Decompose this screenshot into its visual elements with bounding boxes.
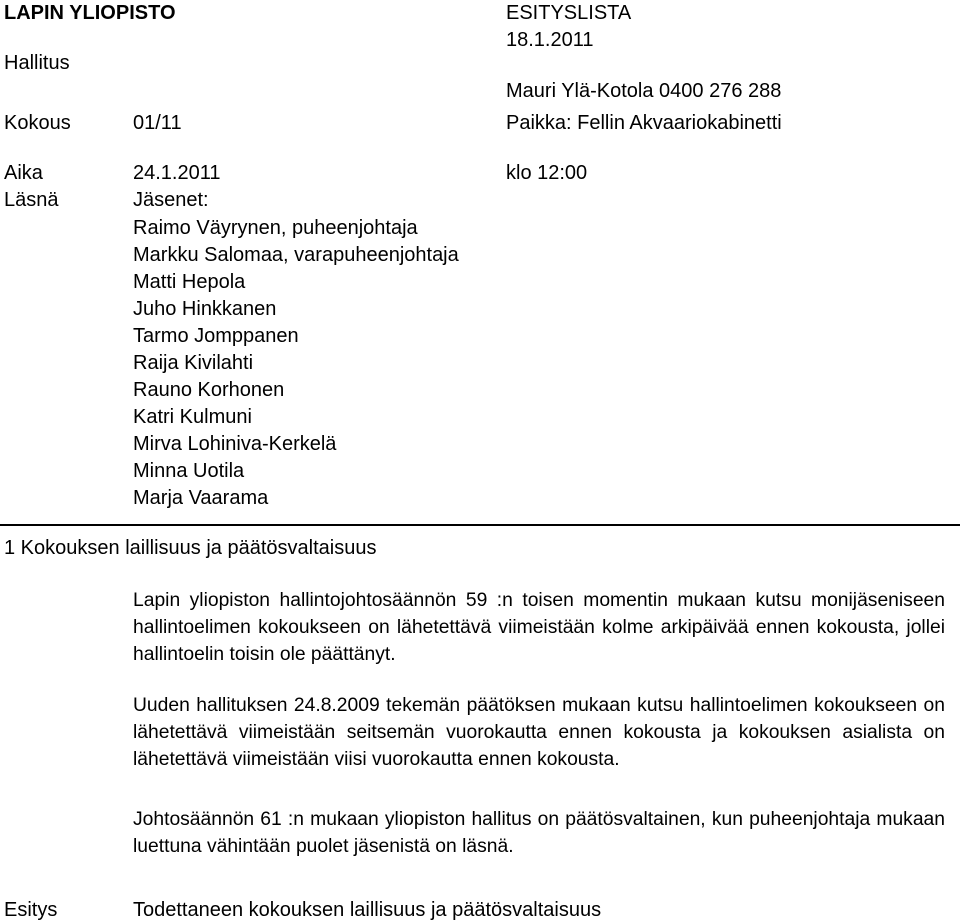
paragraph-1: Lapin yliopiston hallintojohtosäännön 59 :n toisen momentin mukaan kutsu monijäseniseen hallintoelimen kokoukseen on lähetettävä viimeistään kolme arkipäivää ennen kokousta, jollei hallintoelin toisin ole päättänyt. [133, 590, 945, 665]
list-item: Mirva Lohiniva-Kerkelä [133, 433, 337, 455]
organization-name: LAPIN YLIOPISTO [4, 2, 176, 24]
list-item: Juho Hinkkanen [133, 298, 277, 320]
governing-body: Hallitus [4, 52, 70, 74]
contact-person: Mauri Ylä-Kotola 0400 276 288 [506, 80, 782, 102]
document-date: 18.1.2011 [506, 29, 594, 51]
document-type: ESITYSLISTA [506, 2, 632, 24]
list-item: Markku Salomaa, varapuheenjohtaja [133, 244, 459, 266]
aika-label: Aika [4, 162, 43, 184]
section-title: 1 Kokouksen laillisuus ja päätösvaltaisuus [4, 537, 377, 559]
list-item: Matti Hepola [133, 271, 246, 293]
paragraph-3: Johtosäännön 61 :n mukaan yliopiston hallitus on päätösvaltainen, kun puheenjohtaja mukaan luettuna vähintään puolet jäsenistä on läsnä. [133, 809, 945, 857]
list-item: Raimo Väyrynen, puheenjohtaja [133, 217, 418, 239]
esitys-label: Esitys [4, 899, 58, 921]
lasna-label: Läsnä [4, 189, 59, 211]
members-heading: Jäsenet: [133, 189, 209, 211]
list-item: Rauno Korhonen [133, 379, 285, 401]
meeting-date: 24.1.2011 [133, 162, 221, 184]
list-item: Marja Vaarama [133, 487, 269, 509]
esitys-text: Todettaneen kokouksen laillisuus ja päätösvaltaisuus [133, 899, 602, 921]
paragraph-2: Uuden hallituksen 24.8.2009 tekemän päätöksen mukaan kutsu hallintoelimen kokoukseen on lähetettävä viimeistään seitsemän vuorokautta ennen kokousta ja kokouksen asialista on lähetettävä viimeistään viisi vuorokautta ennen kokousta. [133, 695, 945, 770]
list-item: Tarmo Jomppanen [133, 325, 299, 347]
meeting-place: Paikka: Fellin Akvaariokabinetti [506, 112, 782, 134]
meeting-time: klo 12:00 [506, 162, 588, 184]
list-item: Raija Kivilahti [133, 352, 254, 374]
kokous-number: 01/11 [133, 112, 182, 134]
list-item: Minna Uotila [133, 460, 245, 482]
list-item: Katri Kulmuni [133, 406, 252, 428]
section-divider [0, 524, 960, 526]
kokous-label: Kokous [4, 112, 71, 134]
